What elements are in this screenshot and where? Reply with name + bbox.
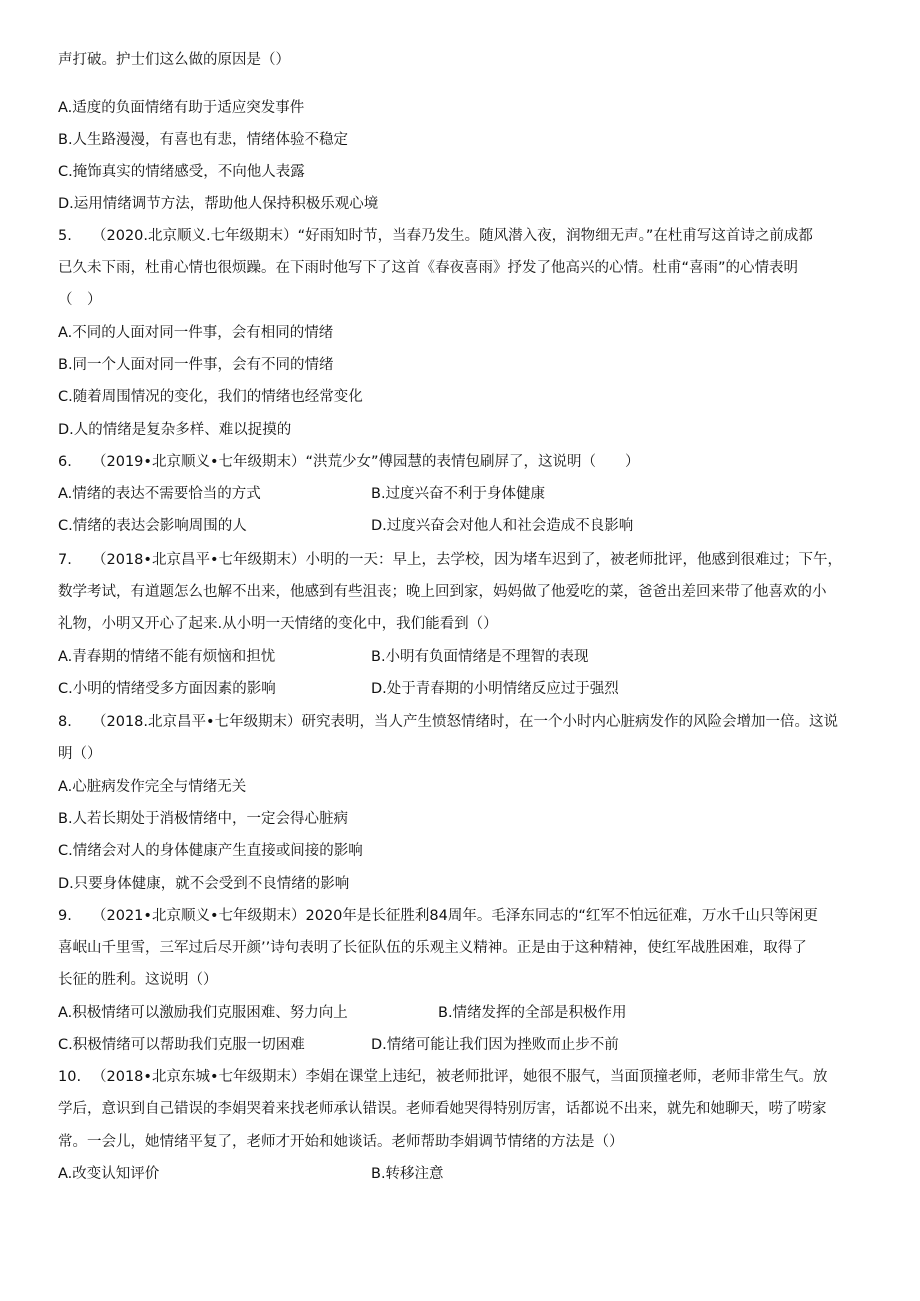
q5-stem-text-1: （2020.北京顺义.七年级期末）“好雨知时节，当春乃发生。随风潜入夜，润物细无声。”在杜甫写这首诗之前成都 xyxy=(92,228,813,244)
q4-stem-tail: 声打破。护士们这么做的原因是（） xyxy=(58,52,290,68)
q5-option-c: C.随着周围情况的变化，我们的情绪也经常变化 xyxy=(58,389,363,405)
q9-stem-line-3: 长征的胜利。这说明（） xyxy=(58,972,218,988)
q10-option-b: B.转移注意 xyxy=(371,1166,444,1182)
q5-option-b: B.同一个人面对同一件事，会有不同的情绪 xyxy=(58,357,334,373)
q6-option-a: A.情绪的表达不需要恰当的方式 xyxy=(58,486,261,502)
q5-stem-line-3: （ ） xyxy=(58,292,102,308)
q6-stem-line-1 xyxy=(58,452,640,472)
q8-stem-text-1: （2018.北京昌平•七年级期末）研究表明，当人产生愤怒情绪时，在一个小时内心脏病发作的风险会增加一倍。这说 xyxy=(92,714,839,730)
q7-stem-line-1 xyxy=(58,550,842,570)
q9-option-a: A.积极情绪可以激励我们克服困难、努力向上 xyxy=(58,1005,348,1021)
q8-option-d: D.只要身体健康，就不会受到不良情绪的影响 xyxy=(58,876,350,892)
q8-stem-line-2: 明（） xyxy=(58,746,102,762)
q7-option-a: A.青春期的情绪不能有烦恼和担忧 xyxy=(58,649,276,665)
q10-option-a: A.改变认知评价 xyxy=(58,1166,160,1182)
q10-stem-line-2: 学后，意识到自己错误的李娟哭着来找老师承认错误。老师看她哭得特别厉害，话都说不出来，就先和她聊天，唠了唠家 xyxy=(58,1101,827,1117)
q5-option-a: A.不同的人面对同一件事，会有相同的情绪 xyxy=(58,325,334,341)
q6-option-d: D.过度兴奋会对他人和社会造成不良影响 xyxy=(371,518,634,534)
q7-option-d: D.处于青春期的小明情绪反应过于强烈 xyxy=(371,681,619,697)
q10-number: 10. xyxy=(58,1069,82,1085)
q9-stem-line-1 xyxy=(58,906,818,926)
q9-stem-line-2: 喜岷山千里雪，三军过后尽开颜’’诗句表明了长征队伍的乐观主义精神。正是由于这种精神，使红军战胜困难，取得了 xyxy=(58,940,807,956)
q6-option-b: B.过度兴奋不利于身体健康 xyxy=(371,486,546,502)
q6-number: 6. xyxy=(58,454,72,470)
q8-option-b: B.人若长期处于消极情绪中，一定会得心脏病 xyxy=(58,811,349,827)
q7-stem-line-3: 礼物，小明又开心了起来.从小明一天情绪的变化中，我们能看到（） xyxy=(58,616,498,632)
q5-stem-line-1 xyxy=(58,226,813,246)
q10-stem-line-3: 常。一会儿，她情绪平复了，老师才开始和她谈话。老师帮助李娟调节情绪的方法是（） xyxy=(58,1134,624,1150)
q8-number: 8. xyxy=(58,714,72,730)
q6-stem-text-1: （2019•北京顺义•七年级期末）“洪荒少女”傅园慧的表情包刷屏了，这说明（ ） xyxy=(92,454,640,470)
q9-stem-text-1: （2021•北京顺义•七年级期末）2020年是长征胜利84周年。毛泽东同志的“红军不怕远征难，万水千山只等闲更 xyxy=(92,908,818,924)
q7-number: 7. xyxy=(58,552,72,568)
q8-option-c: C.情绪会对人的身体健康产生直接或间接的影响 xyxy=(58,843,363,859)
q7-option-b: B.小明有负面情绪是不理智的表现 xyxy=(371,649,589,665)
q5-number: 5. xyxy=(58,228,72,244)
q9-option-c: C.积极情绪可以帮助我们克服一切困难 xyxy=(58,1037,305,1053)
q7-stem-line-2: 数学考试，有道题怎么也解不出来，他感到有些沮丧；晚上回到家，妈妈做了他爱吃的菜，爸爸出差回来带了他喜欢的小 xyxy=(58,584,827,600)
q4-option-c: C.掩饰真实的情绪感受，不向他人表露 xyxy=(58,164,305,180)
q4-option-b: B.人生路漫漫，有喜也有悲，情绪体验不稳定 xyxy=(58,132,349,148)
q10-stem-line-1 xyxy=(58,1067,828,1087)
q4-option-a: A.适度的负面情绪有助于适应突发事件 xyxy=(58,100,305,116)
q9-option-b: B.情绪发挥的全部是积极作用 xyxy=(438,1005,627,1021)
q7-option-c: C.小明的情绪受多方面因素的影响 xyxy=(58,681,276,697)
q10-stem-text-1: （2018•北京东城•七年级期末）李娟在课堂上违纪，被老师批评，她很不服气，当面顶撞老师，老师非常生气。放 xyxy=(92,1069,828,1085)
q9-number: 9. xyxy=(58,908,72,924)
q7-stem-text-1: （2018•北京昌平•七年级期末）小明的一天：早上，去学校，因为堵车迟到了，被老师批评，他感到很难过；下午， xyxy=(92,552,843,568)
q5-option-d: D.人的情绪是复杂多样、难以捉摸的 xyxy=(58,422,292,438)
q9-option-d: D.情绪可能让我们因为挫败而止步不前 xyxy=(371,1037,619,1053)
q4-option-d: D.运用情绪调节方法，帮助他人保持积极乐观心境 xyxy=(58,196,379,212)
q8-stem-line-1 xyxy=(58,712,838,732)
q8-option-a: A.心脏病发作完全与情绪无关 xyxy=(58,779,247,795)
q6-option-c: C.情绪的表达会影响周围的人 xyxy=(58,518,247,534)
q5-stem-line-2: 已久未下雨，杜甫心情也很烦躁。在下雨时他写下了这首《春夜喜雨》抒发了他高兴的心情。杜甫“喜雨”的心情表明 xyxy=(58,260,799,276)
